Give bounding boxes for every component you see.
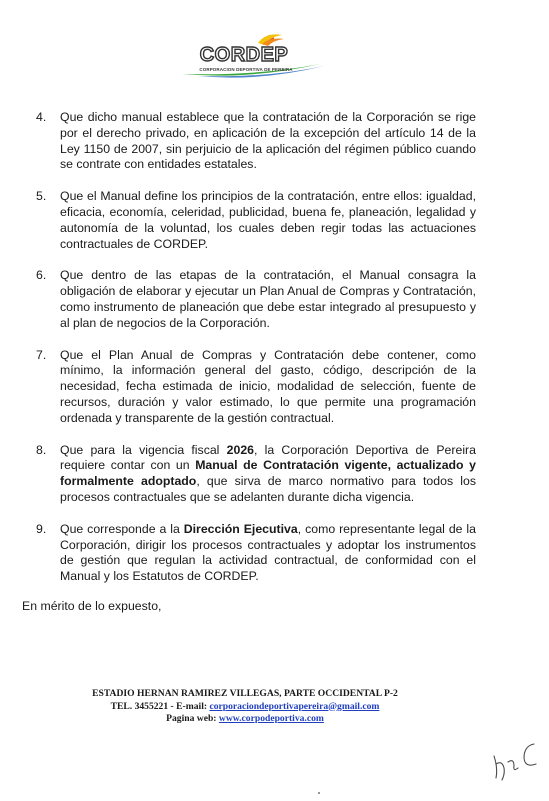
text-segment: Que el Plan Anual de Compras y Contratación debe contener, como mínimo, la información general del gasto, código, descripción de la necesidad, fecha estimada de inicio, modalidad de selección, fuente de recursos, duración y valor estimado, lo que permite una programación ordenada y transparente de la gestión contractual. xyxy=(60,347,476,425)
cordep-logo xyxy=(178,30,328,80)
considerations-list xyxy=(36,110,476,601)
item-text xyxy=(60,268,476,331)
item-number: 5. xyxy=(36,189,47,204)
consideration-item xyxy=(36,443,476,506)
item-text xyxy=(60,443,476,506)
bold-emphasis: 2026 xyxy=(226,442,254,457)
item-text xyxy=(60,348,476,427)
item-number: 9. xyxy=(36,521,47,536)
footer-web-label: Pagina web: xyxy=(166,713,217,724)
item-number: 6. xyxy=(36,268,47,283)
text-segment: , como representante legal de la Corporación, dirigir los procesos contractuales y adoptar los instrumentos de gestión que regulan la actividad contractual, de conformidad con el Manual y los Estatutos de CORDEP. xyxy=(60,521,477,584)
footer-address: ESTADIO HERNAN RAMIREZ VILLEGAS, PARTE OCCIDENTAL P-2 xyxy=(92,688,398,699)
text-segment: , que sirva de marco normativo para todos los procesos contractuales que se adelanten durante dicha vigencia. xyxy=(60,474,476,504)
footer-web-line xyxy=(80,713,410,726)
letterhead-footer xyxy=(80,688,410,726)
consideration-item xyxy=(36,189,476,252)
consideration-item xyxy=(36,348,476,427)
scan-speck xyxy=(318,792,320,794)
footer-tel-label: TEL. 3455221 - E-mail: xyxy=(110,700,208,712)
item-number: 4. xyxy=(36,110,47,124)
item-text xyxy=(60,522,476,585)
item-text xyxy=(60,189,476,252)
item-number: 8. xyxy=(36,442,47,457)
consideration-item xyxy=(36,268,476,331)
text-segment: Que corresponde a la xyxy=(60,521,184,536)
text-segment: , la Corporación Deportiva de Pereira requiere contar con un xyxy=(60,442,476,473)
consideration-item xyxy=(36,110,476,173)
bold-emphasis: Dirección Ejecutiva xyxy=(183,521,298,536)
footer-contact-line xyxy=(80,701,410,714)
logo-subtitle: CORPORACION DEPORTIVA DE PEREIRA xyxy=(199,67,293,72)
footer-email-link[interactable]: corporaciondeportivapereira@gmail.com xyxy=(209,700,380,712)
consideration-item xyxy=(36,522,476,585)
logo-wordmark: CORDEP xyxy=(199,44,289,66)
text-segment: Que para la vigencia fiscal xyxy=(60,442,227,457)
footer-website-link[interactable]: www.corpodeportiva.com xyxy=(218,713,324,724)
text-segment: Que el Manual define los principios de la contratación, entre ellos: igualdad, eficacia, economía, celeridad, publicidad, buena fe, planeación, legalidad y autonomía de la voluntad, los cuales deben regir todas las actuaciones contractuales de CORDEP. xyxy=(60,189,476,251)
item-number: 7. xyxy=(36,347,47,362)
item-text xyxy=(60,110,476,173)
closing-phrase: En mérito de lo expuesto, xyxy=(22,599,162,613)
initials-signature-icon xyxy=(488,738,544,784)
text-segment: Que dentro de las etapas de la contratación, el Manual consagra la obligación de elaborar y ejecutar un Plan Anual de Compras y Contratación, como instrumento de planeación que debe estar integrado al presupuesto y al plan de negocios de la Corporación. xyxy=(60,268,476,330)
text-segment: Que dicho manual establece que la contratación de la Corporación se rige por el derecho privado, en aplicación de la excepción del artículo 14 de la Ley 1150 de 2007, sin perjuicio de la aplicación del régimen público cuando se contrate con entidades estatales. xyxy=(60,110,476,172)
bold-emphasis: Manual de Contratación vigente, actualizado y formalmente adoptado xyxy=(60,458,476,489)
handwritten-initials xyxy=(488,738,544,784)
